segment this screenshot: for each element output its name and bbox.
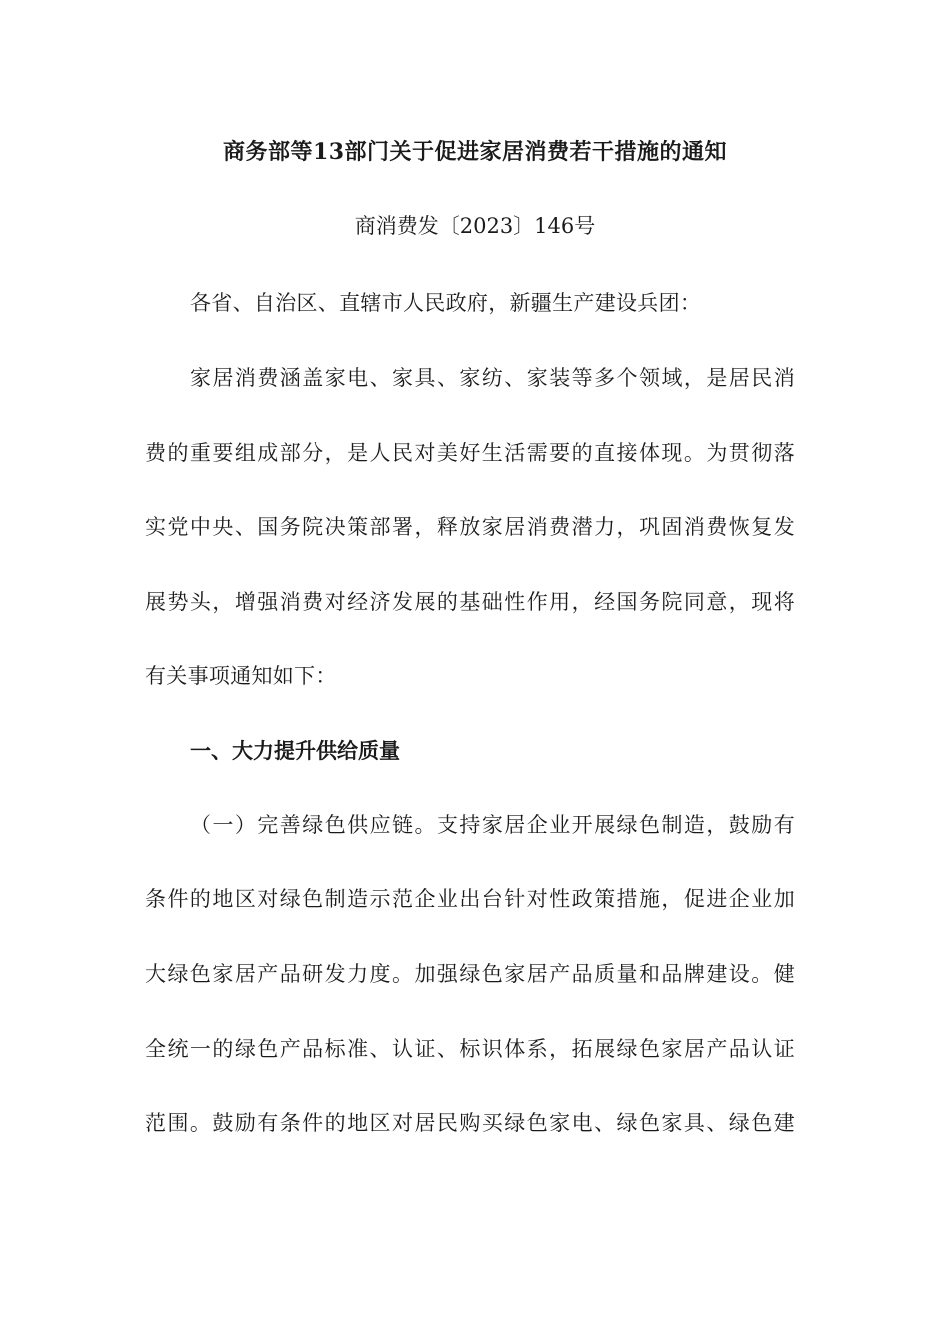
intro-line: 展势头，增强消费对经济发展的基础性作用，经国务院同意，现将 bbox=[145, 590, 795, 614]
document-number: 商消费发〔2023〕146号 bbox=[354, 214, 596, 238]
section-heading: 一、大力提升供给质量 bbox=[190, 738, 400, 763]
intro-line: 家居消费涵盖家电、家具、家纺、家装等多个领域，是居民消 bbox=[190, 366, 795, 390]
salutation: 各省、自治区、直辖市人民政府，新疆生产建设兵团： bbox=[190, 291, 702, 315]
section-line: （一）完善绿色供应链。支持家居企业开展绿色制造，鼓励有 bbox=[190, 813, 795, 837]
document-title: 商务部等13部门关于促进家居消费若干措施的通知 bbox=[222, 139, 728, 165]
intro-line: 有关事项通知如下： bbox=[145, 664, 337, 688]
intro-line: 实党中央、国务院决策部署，释放家居消费潜力，巩固消费恢复发 bbox=[145, 515, 795, 539]
section-line: 全统一的绿色产品标准、认证、标识体系，拓展绿色家居产品认证 bbox=[145, 1037, 795, 1061]
section-line: 大绿色家居产品研发力度。加强绿色家居产品质量和品牌建设。健 bbox=[145, 962, 795, 986]
section-line: 条件的地区对绿色制造示范企业出台针对性政策措施，促进企业加 bbox=[145, 887, 795, 911]
section-line: 范围。鼓励有条件的地区对居民购买绿色家电、绿色家具、绿色建 bbox=[145, 1111, 795, 1135]
intro-line: 费的重要组成部分，是人民对美好生活需要的直接体现。为贯彻落 bbox=[145, 441, 795, 465]
